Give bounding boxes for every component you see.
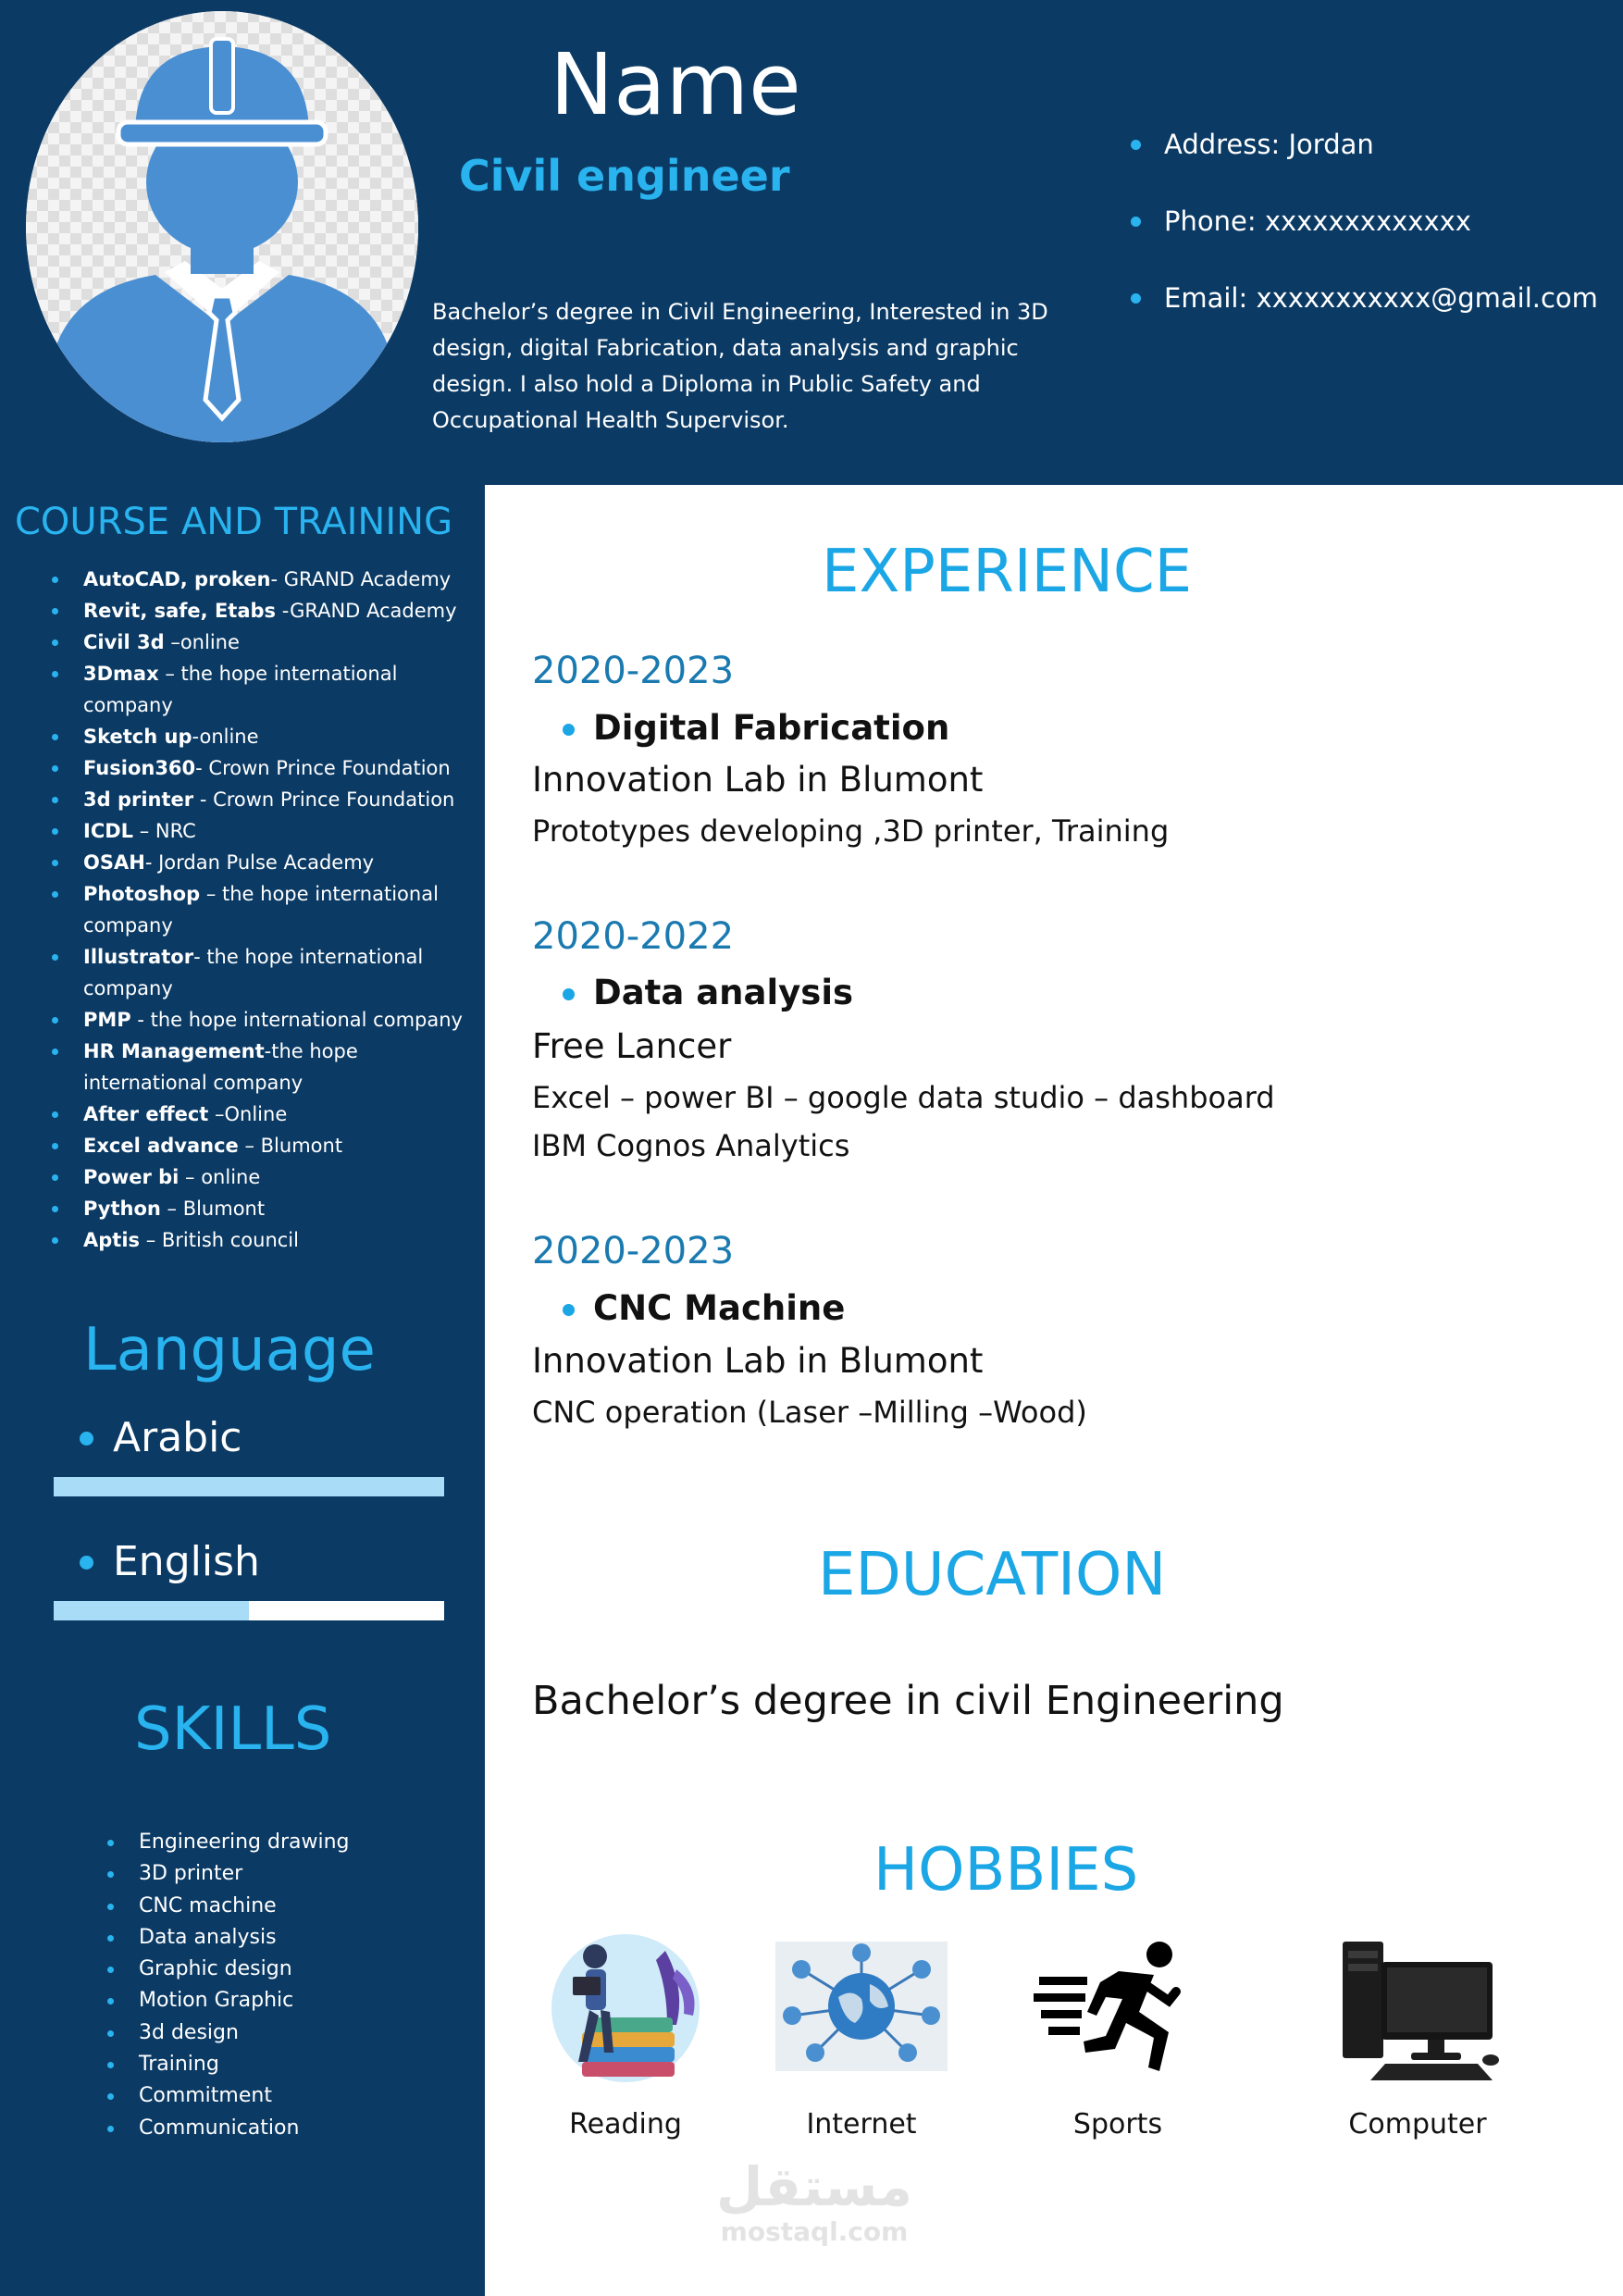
course-name: Power bi — [83, 1166, 180, 1188]
course-list — [46, 564, 474, 1256]
experience-detail: CNC operation (Laser –Milling –Wood) — [532, 1395, 1087, 1430]
course-name: Aptis — [83, 1229, 141, 1251]
hobby-reading — [524, 1923, 727, 2143]
course-item — [46, 1193, 474, 1224]
sidebar — [0, 485, 485, 2296]
education-heading: EDUCATION — [818, 1541, 1167, 1609]
hobby-computer — [1316, 1923, 1519, 2143]
course-provider: – the hope international company — [83, 883, 439, 937]
course-name: OSAH — [83, 851, 145, 874]
course-provider: –online — [164, 631, 240, 653]
profile-photo — [26, 11, 418, 442]
job-title: Civil engineer — [459, 151, 790, 201]
course-name: ICDL — [83, 820, 134, 842]
course-provider: – NRC — [133, 820, 196, 842]
skill-item: 3d design — [102, 2017, 350, 2049]
course-provider: – Blumont — [238, 1135, 343, 1157]
hobby-label: Computer — [1348, 2108, 1487, 2141]
experience-heading: EXPERIENCE — [822, 538, 1193, 606]
contact-email: Email: xxxxxxxxxxx@gmail.com — [1127, 274, 1608, 351]
course-provider: - Jordan Pulse Academy — [144, 851, 375, 874]
skill-item: Graphic design — [102, 1954, 350, 1985]
course-item — [46, 1004, 474, 1036]
experience-detail: Excel – power BI – google data studio – dashboard — [532, 1080, 1275, 1115]
skill-item: Communication — [102, 2113, 350, 2144]
course-item — [46, 1224, 474, 1256]
experience-organization: Innovation Lab in Blumont — [532, 1341, 984, 1381]
experience-period: 2020-2023 — [532, 1230, 735, 1272]
course-provider: - the hope international company — [83, 946, 424, 999]
skill-item: Data analysis — [102, 1922, 350, 1954]
education-degree: Bachelor’s degree in civil Engineering — [532, 1678, 1284, 1724]
course-name: Sketch up — [83, 726, 192, 748]
course-name: Civil 3d — [83, 631, 165, 653]
course-name: PMP — [83, 1009, 131, 1031]
course-name: Illustrator — [83, 946, 194, 968]
hobby-sports — [1016, 1923, 1220, 2143]
profile-summary: Bachelor’s degree in Civil Engineering, Interested in 3D design, digital Fabrication, data analysis and graphic design. I also hold a Diploma in Public Safety and Occupational Health Supervisor. — [432, 299, 1048, 433]
course-name: Python — [83, 1198, 161, 1220]
skill-item: 3D printer — [102, 1858, 350, 1890]
course-name: Excel advance — [83, 1135, 239, 1157]
contact-address: Address: Jordan — [1127, 120, 1608, 197]
language-item: Arabic — [80, 1410, 242, 1466]
course-provider: - the hope international company — [130, 1009, 463, 1031]
course-item — [46, 878, 474, 941]
course-name: 3d printer — [83, 788, 194, 811]
course-item — [46, 815, 474, 847]
reading-icon — [538, 1923, 713, 2099]
experience-period: 2020-2023 — [532, 650, 735, 692]
computer-icon — [1330, 1923, 1505, 2099]
course-item — [46, 1036, 474, 1098]
skill-item: Engineering drawing — [102, 1827, 350, 1858]
course-provider: – Blumont — [160, 1198, 266, 1220]
language-level-bar — [54, 1601, 444, 1620]
course-item — [46, 595, 474, 627]
engineer-avatar-icon — [26, 11, 418, 442]
course-item — [46, 564, 474, 595]
course-provider: - Crown Prince Foundation — [195, 757, 451, 779]
course-provider: -the hope international company — [83, 1040, 358, 1094]
course-item — [46, 658, 474, 721]
course-name: Photoshop — [83, 883, 201, 905]
skill-item: CNC machine — [102, 1891, 350, 1922]
course-item — [46, 721, 474, 752]
resume-name: Name — [550, 35, 801, 134]
language-level-fill — [54, 1601, 249, 1620]
course-name: Fusion360 — [83, 757, 196, 779]
course-provider: -GRAND Academy — [276, 600, 457, 622]
course-item — [46, 847, 474, 878]
skill-item: Training — [102, 2049, 350, 2080]
language-heading: Language — [83, 1316, 376, 1384]
course-name: After effect — [83, 1103, 209, 1125]
experience-period: 2020-2022 — [532, 915, 735, 958]
course-provider: - GRAND Academy — [270, 568, 452, 590]
experience-role: CNC Machine — [563, 1285, 845, 1332]
experience-organization: Innovation Lab in Blumont — [532, 760, 984, 800]
course-provider: –Online — [208, 1103, 288, 1125]
skills-list — [102, 1827, 350, 2144]
language-level-bar — [54, 1477, 444, 1496]
course-provider: – the hope international company — [83, 663, 398, 716]
course-name: HR Management — [83, 1040, 265, 1062]
course-item — [46, 941, 474, 1004]
contact-phone: Phone: xxxxxxxxxxxxx — [1127, 197, 1608, 274]
course-item — [46, 784, 474, 815]
course-provider: -online — [192, 726, 259, 748]
skill-item: Motion Graphic — [102, 1985, 350, 2017]
course-name: AutoCAD, proken — [83, 568, 271, 590]
course-name: 3Dmax — [83, 663, 159, 685]
experience-role: Digital Fabrication — [563, 705, 949, 751]
watermark-text: mostaql.com — [720, 2216, 909, 2247]
course-provider: – online — [179, 1166, 261, 1188]
hobby-label: Reading — [569, 2108, 682, 2141]
experience-detail: Prototypes developing ,3D printer, Training — [532, 813, 1170, 849]
hobbies-heading: HOBBIES — [873, 1836, 1139, 1905]
course-provider: – British council — [140, 1229, 299, 1251]
hobby-label: Sports — [1072, 2108, 1163, 2141]
experience-detail: IBM Cognos Analytics — [532, 1128, 850, 1163]
mostaql-watermark — [703, 2156, 925, 2258]
course-provider: - Crown Prince Foundation — [193, 788, 455, 811]
internet-icon — [774, 1923, 949, 2099]
courses-heading: COURSE AND TRAINING — [15, 501, 453, 543]
header-banner — [0, 0, 1623, 485]
experience-organization: Free Lancer — [532, 1026, 732, 1066]
skills-heading: SKILLS — [134, 1695, 332, 1764]
hobby-label: Internet — [806, 2108, 917, 2141]
course-item — [46, 1130, 474, 1161]
course-item — [46, 627, 474, 658]
course-item — [46, 1098, 474, 1130]
watermark-logo: مستقل — [715, 2155, 913, 2218]
experience-role: Data analysis — [563, 970, 853, 1016]
skill-item: Commitment — [102, 2080, 350, 2112]
contact-list — [1127, 120, 1608, 351]
course-item — [46, 752, 474, 784]
sports-icon — [1030, 1923, 1206, 2099]
course-item — [46, 1161, 474, 1193]
course-name: Revit, safe, Etabs — [83, 600, 277, 622]
language-item: English — [80, 1534, 260, 1590]
hobby-internet — [760, 1923, 963, 2143]
language-level-fill — [54, 1477, 444, 1496]
